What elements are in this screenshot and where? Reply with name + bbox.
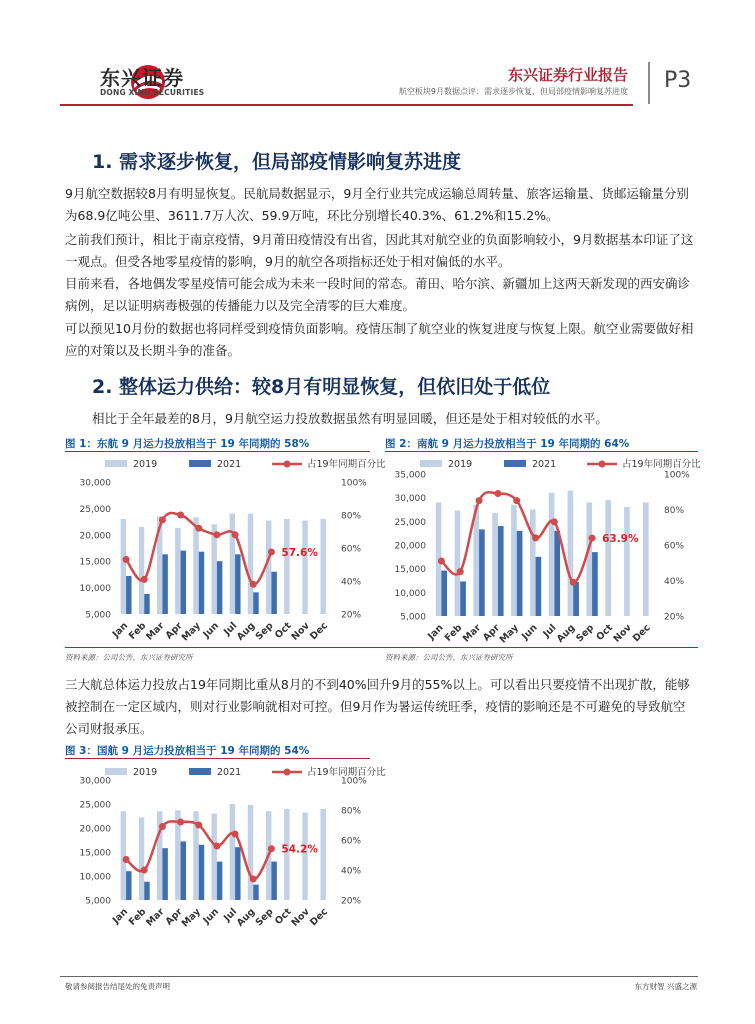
bar-2019-feb bbox=[139, 817, 144, 900]
figure-2-title: 图 2：南航 9 月运力投放相当于 19 年同期的 64% bbox=[385, 438, 630, 450]
bar-2021-mar bbox=[162, 554, 167, 614]
bar-2019-jun bbox=[211, 814, 216, 900]
x-tick-label-apr: Apr bbox=[163, 620, 185, 642]
bar-2021-jan bbox=[126, 871, 131, 900]
y-right-tick-label: 100% bbox=[341, 776, 367, 787]
x-tick-label-oct: Oct bbox=[273, 906, 294, 928]
section-1-paragraph-1: 9月航空数据较8月有明显恢复。民航局数据显示，9月全行业共完成运输总周转量、旅客运输量、货邮运输量分别为68.9亿吨公里、3611.7万人次、59.9万吨，环比分别增长40.3%、61.2%和15.2%。 bbox=[65, 186, 689, 223]
x-tick-label-nov: Nov bbox=[289, 906, 312, 929]
y-left-tick-label: 10,000 bbox=[79, 584, 111, 595]
pct-point-jun bbox=[213, 843, 220, 850]
bar-2019-jul bbox=[230, 804, 235, 900]
section-2-intro: 相比于全年最差的8月，9月航空运力投放数据虽然有明显回暖，但还是处于相对较低的水平。 bbox=[92, 411, 608, 426]
bar-2019-jul bbox=[549, 493, 555, 616]
bar-2021-jan bbox=[441, 571, 447, 616]
bar-2021-sep bbox=[592, 552, 598, 616]
x-tick-label-oct: Oct bbox=[273, 620, 294, 642]
y-right-tick-label: 20% bbox=[664, 612, 685, 623]
y-left-tick-label: 15,000 bbox=[79, 557, 111, 568]
y-right-tick-label: 20% bbox=[341, 896, 362, 907]
figure-1-source: 资料来源：公司公告，东兴证券研究所 bbox=[65, 653, 193, 662]
pct-point-may bbox=[195, 822, 202, 829]
brand-name: 东兴证券 bbox=[100, 66, 184, 90]
pct-point-jan bbox=[123, 856, 130, 863]
pct-point-jul bbox=[232, 831, 239, 838]
legend-pct-label: 占19年同期百分比 bbox=[307, 767, 386, 778]
legend-pct-label: 占19年同期百分比 bbox=[622, 459, 701, 470]
pct-point-jun bbox=[213, 531, 220, 538]
x-tick-label-jun: Jun bbox=[519, 622, 540, 643]
x-tick-label-sep: Sep bbox=[253, 620, 276, 643]
legend-2021-label: 2021 bbox=[217, 459, 242, 470]
x-tick-label-feb: Feb bbox=[442, 622, 465, 644]
x-tick-label-feb: Feb bbox=[126, 620, 149, 642]
footer-disclaimer: 敬请参阅报告结尾处的免责声明 bbox=[65, 982, 170, 991]
bar-2021-jan bbox=[126, 576, 131, 614]
bar-2021-jun bbox=[217, 561, 222, 614]
figure-1-title: 图 1：东航 9 月运力投放相当于 19 年同期的 58% bbox=[65, 438, 310, 450]
pct-point-aug bbox=[250, 581, 257, 588]
y-left-tick-label: 20,000 bbox=[79, 824, 111, 835]
bar-2019-oct bbox=[284, 519, 289, 614]
x-tick-label-jan: Jan bbox=[110, 906, 131, 926]
bar-2021-jul bbox=[235, 847, 240, 900]
report-title: 东兴证券行业报告 bbox=[507, 66, 628, 84]
bar-2019-nov bbox=[302, 813, 307, 900]
x-tick-label-jul: Jul bbox=[541, 622, 559, 640]
legend-2021-label: 2021 bbox=[532, 459, 557, 470]
y-left-tick-label: 15,000 bbox=[394, 565, 426, 576]
pct-point-jul bbox=[232, 531, 239, 538]
pct-point-apr bbox=[177, 819, 184, 826]
pct-point-mar bbox=[476, 497, 483, 504]
y-left-tick-label: 10,000 bbox=[394, 588, 426, 599]
x-tick-label-may: May bbox=[497, 622, 521, 646]
bar-2019-may bbox=[511, 505, 517, 616]
x-tick-label-mar: Mar bbox=[460, 622, 484, 645]
figure-2-chart bbox=[380, 452, 701, 646]
legend-2019-swatch bbox=[105, 460, 127, 467]
y-left-tick-label: 20,000 bbox=[394, 541, 426, 552]
bar-2021-feb bbox=[144, 594, 149, 614]
y-left-tick-label: 5,000 bbox=[85, 896, 111, 907]
pct-point-jan bbox=[438, 557, 445, 564]
bar-2019-jan bbox=[121, 811, 126, 900]
y-left-tick-label: 30,000 bbox=[79, 776, 111, 787]
bar-2019-jul bbox=[230, 514, 235, 614]
legend-2021-swatch bbox=[189, 460, 211, 467]
legend-pct-marker bbox=[599, 461, 606, 468]
bar-2019-nov bbox=[624, 507, 630, 616]
bar-2019-aug bbox=[568, 491, 574, 616]
y-left-tick-label: 25,000 bbox=[394, 517, 426, 528]
x-tick-label-apr: Apr bbox=[163, 906, 185, 928]
x-tick-label-apr: Apr bbox=[480, 622, 503, 644]
bar-2019-dec bbox=[320, 519, 325, 614]
bar-2019-apr bbox=[492, 513, 498, 616]
y-right-tick-label: 80% bbox=[341, 806, 362, 817]
legend-2021-swatch bbox=[189, 768, 211, 775]
bar-2019-jun bbox=[530, 510, 536, 617]
y-right-tick-label: 100% bbox=[341, 478, 367, 489]
y-left-tick-label: 25,000 bbox=[79, 504, 111, 515]
x-tick-label-feb: Feb bbox=[126, 906, 149, 928]
figure-2-source: 资料来源：公司公告，东兴证券研究所 bbox=[385, 653, 513, 662]
legend-pct-marker bbox=[284, 461, 291, 468]
legend-2019-label: 2019 bbox=[133, 459, 158, 470]
pct-point-jul bbox=[551, 518, 558, 525]
x-tick-label-jan: Jan bbox=[425, 622, 446, 642]
x-tick-label-mar: Mar bbox=[144, 906, 167, 929]
y-left-tick-label: 20,000 bbox=[79, 531, 111, 542]
y-right-tick-label: 60% bbox=[341, 544, 362, 555]
bar-2021-may bbox=[517, 531, 523, 616]
y-right-tick-label: 60% bbox=[664, 541, 685, 552]
x-tick-label-dec: Dec bbox=[630, 622, 653, 645]
x-tick-label-jun: Jun bbox=[201, 906, 222, 927]
bar-2021-feb bbox=[144, 882, 149, 900]
bar-2021-mar bbox=[479, 529, 485, 616]
section-2-paragraph-2: 三大航总体运力投放占19年同期比重从8月的不到40%回升9月的55%以上。可以看出只要疫情不出现扩散，能够被控制在一定区域内，则对行业影响就相对可控。但9月作为暑运传统旺季，疫情的影响还是不可避免的导致航空公司财报承压。 bbox=[65, 677, 690, 736]
bar-2019-oct bbox=[605, 500, 611, 616]
x-tick-label-jun: Jun bbox=[201, 620, 222, 641]
pct-annotation: 63.9% bbox=[602, 533, 639, 546]
legend-2019-swatch bbox=[105, 768, 127, 775]
bar-2021-apr bbox=[498, 526, 504, 616]
y-left-tick-label: 30,000 bbox=[394, 494, 426, 505]
x-tick-label-aug: Aug bbox=[554, 622, 578, 645]
bar-2021-feb bbox=[460, 581, 466, 616]
bar-2021-jul bbox=[554, 531, 560, 616]
y-left-tick-label: 10,000 bbox=[79, 872, 111, 883]
bar-2021-aug bbox=[253, 592, 258, 614]
page-number: P3 bbox=[664, 68, 692, 93]
bar-2019-dec bbox=[643, 502, 649, 616]
pct-point-aug bbox=[570, 579, 577, 586]
figures-bottom-rule bbox=[65, 647, 698, 648]
x-tick-label-dec: Dec bbox=[308, 620, 331, 643]
section-1-paragraph-2: 之前我们预计，相比于南京疫情，9月莆田疫情没有出省，因此其对航空业的负面影响较小，9月数据基本印证了这一观点。但受各地零星疫情的影响，9月的航空各项指标还处于相对偏低的水平。 bbox=[65, 232, 694, 269]
footer-rule bbox=[60, 976, 698, 977]
bar-2019-jan bbox=[121, 519, 126, 614]
legend-2019-label: 2019 bbox=[133, 767, 158, 778]
y-right-tick-label: 100% bbox=[664, 470, 690, 481]
x-tick-label-oct: Oct bbox=[594, 622, 616, 644]
legend-2021-swatch bbox=[504, 460, 526, 467]
header-rule bbox=[60, 104, 633, 106]
bar-2019-sep bbox=[586, 502, 592, 616]
section-2-heading: 2. 整体运力供给：较8月有明显恢复，但依旧处于低位 bbox=[92, 376, 551, 398]
x-tick-label-nov: Nov bbox=[611, 622, 634, 645]
bar-2021-aug bbox=[573, 582, 579, 616]
y-left-tick-label: 25,000 bbox=[79, 800, 111, 811]
legend-pct-label: 占19年同期百分比 bbox=[307, 459, 386, 470]
pct-point-mar bbox=[159, 823, 166, 830]
pct-point-may bbox=[195, 525, 202, 532]
y-left-tick-label: 5,000 bbox=[85, 610, 111, 621]
bar-2019-aug bbox=[248, 514, 253, 614]
bar-2019-dec bbox=[320, 809, 325, 900]
y-right-tick-label: 60% bbox=[341, 836, 362, 847]
y-left-tick-label: 15,000 bbox=[79, 848, 111, 859]
bar-2019-apr bbox=[175, 528, 180, 614]
pct-point-sep bbox=[268, 845, 275, 852]
section-1-heading: 1. 需求逐步恢复，但局部疫情影响复苏进度 bbox=[92, 151, 462, 173]
pct-annotation: 54.2% bbox=[281, 843, 318, 856]
pct-point-jun bbox=[532, 534, 539, 541]
bar-2021-aug bbox=[253, 885, 258, 900]
x-tick-label-may: May bbox=[179, 620, 203, 644]
y-right-tick-label: 80% bbox=[341, 511, 362, 522]
figure-3-title: 图 3：国航 9 月运力投放相当于 19 年同期的 54% bbox=[65, 745, 310, 757]
bar-2021-sep bbox=[271, 572, 276, 614]
bar-2019-feb bbox=[455, 510, 461, 616]
x-tick-label-sep: Sep bbox=[574, 622, 597, 645]
x-tick-label-jul: Jul bbox=[221, 620, 240, 638]
pct-point-sep bbox=[268, 548, 275, 555]
pct-point-apr bbox=[177, 512, 184, 519]
x-tick-label-sep: Sep bbox=[253, 906, 276, 929]
y-left-tick-label: 5,000 bbox=[400, 612, 426, 623]
bar-2021-jul bbox=[235, 554, 240, 614]
x-tick-label-jul: Jul bbox=[221, 906, 240, 924]
x-tick-label-aug: Aug bbox=[234, 906, 258, 929]
bar-2021-may bbox=[199, 845, 204, 900]
footer-slogan: 东方财智 兴盛之源 bbox=[634, 982, 697, 991]
pct-point-apr bbox=[494, 490, 501, 497]
report-subtitle: 航空板块9月数据点评：需求逐步恢复，但局部疫情影响复苏进度 bbox=[398, 87, 628, 96]
legend-pct-marker bbox=[284, 769, 291, 776]
bar-2021-apr bbox=[181, 841, 186, 900]
y-left-tick-label: 30,000 bbox=[79, 478, 111, 489]
section-1-paragraph-3: 目前来看，各地偶发零星疫情可能会成为未来一段时间的常态。莆田、哈尔滨、新疆加上这两天新发现的西安确诊病例，足以证明病毒极强的传播能力以及完全清零的巨大难度。 bbox=[65, 276, 691, 313]
y-right-tick-label: 40% bbox=[341, 866, 362, 877]
legend-2019-swatch bbox=[420, 460, 442, 467]
section-1-paragraph-4: 可以预见10月份的数据也将同样受到疫情负面影响。疫情压制了航空业的恢复进度与恢复上限。航空业需要做好相应的对策以及长期斗争的准备。 bbox=[65, 321, 694, 358]
y-right-tick-label: 80% bbox=[664, 506, 685, 516]
pct-point-feb bbox=[141, 576, 148, 583]
y-left-tick-label: 35,000 bbox=[394, 470, 426, 481]
pct-point-jan bbox=[123, 556, 130, 563]
x-tick-label-jan: Jan bbox=[110, 620, 131, 640]
x-tick-label-nov: Nov bbox=[289, 620, 312, 643]
bar-2019-aug bbox=[248, 805, 253, 900]
y-right-tick-label: 40% bbox=[664, 577, 685, 587]
bar-2019-may bbox=[193, 517, 198, 614]
x-tick-label-dec: Dec bbox=[308, 906, 331, 929]
y-right-tick-label: 20% bbox=[341, 610, 362, 621]
pct-annotation: 57.6% bbox=[281, 546, 318, 559]
bar-2021-sep bbox=[271, 862, 276, 900]
pct-point-mar bbox=[159, 516, 166, 523]
bar-2021-may bbox=[199, 552, 204, 614]
x-tick-label-may: May bbox=[179, 906, 203, 930]
pct-point-feb bbox=[141, 867, 148, 874]
brand-name-en: DONG XING SECURITIES bbox=[100, 88, 205, 97]
figure-3-rule bbox=[65, 758, 370, 759]
pct-point-may bbox=[513, 497, 520, 504]
pct-point-aug bbox=[250, 876, 257, 883]
y-right-tick-label: 40% bbox=[341, 577, 362, 588]
bar-2019-feb bbox=[139, 527, 144, 614]
bar-2021-mar bbox=[162, 848, 167, 900]
x-tick-label-aug: Aug bbox=[234, 620, 258, 643]
bar-2019-nov bbox=[302, 521, 307, 614]
bar-2021-jun bbox=[536, 557, 542, 616]
figure-3-chart bbox=[65, 760, 386, 940]
legend-2021-label: 2021 bbox=[217, 767, 242, 778]
bar-2019-sep bbox=[266, 521, 271, 614]
bar-2021-jun bbox=[217, 862, 222, 900]
figure-1-chart bbox=[65, 452, 386, 644]
legend-2019-label: 2019 bbox=[448, 459, 473, 470]
pct-point-feb bbox=[457, 568, 464, 575]
x-tick-label-mar: Mar bbox=[144, 620, 167, 643]
bar-2021-apr bbox=[181, 551, 186, 614]
header-divider bbox=[648, 62, 650, 104]
pct-point-sep bbox=[589, 535, 596, 542]
